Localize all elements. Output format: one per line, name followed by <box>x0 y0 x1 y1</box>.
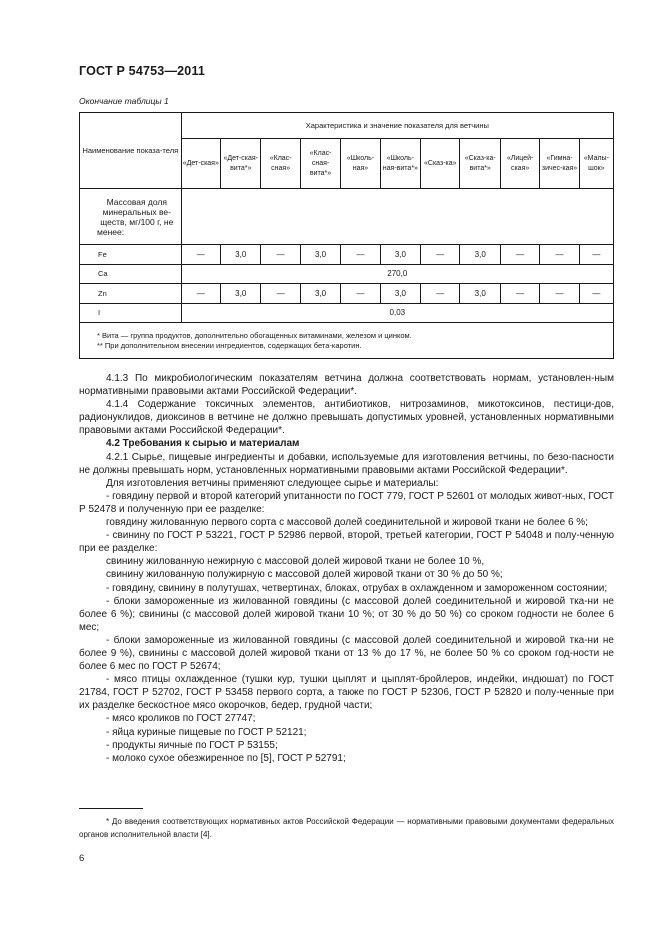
list-item: - яйца куриные пищевые по ГОСТ Р 52121; <box>106 726 307 738</box>
list-item: - молоко сухое обезжиренное по [5], ГОСТ Р 52791; <box>106 752 346 764</box>
list-item: - свинину по ГОСТ Р 53221, ГОСТ Р 52986 первой, второй, третьей категории, ГОСТ Р 54048 и полу-ченную при ее разделке: <box>79 530 614 555</box>
document-code: ГОСТ Р 54753—2011 <box>79 64 206 78</box>
column-header: «Клас-сная-вита*» <box>300 139 340 189</box>
list-item: - блоки замороженные из жилованной говядины (с массовой долей соединительной и жировой тка-ни не более 6 %); свинины (с массовой долей жировой ткани 10 %; от 30 % до 50 %) со сроком годности не более 6 мес; <box>79 595 614 633</box>
table-caption: Окончание таблицы 1 <box>79 96 169 106</box>
empty-cell <box>181 189 613 245</box>
column-header: «Школь-ная» <box>341 139 380 189</box>
list-item: свинину жилованную полужирную с массовой долей жировой ткани от 30 % до 50 %; <box>106 569 503 581</box>
list-item: - мясо кроликов по ГОСТ 27747; <box>106 713 256 725</box>
value-cell: — <box>540 245 579 265</box>
table-row <box>80 284 614 304</box>
footnote-divider <box>79 808 143 809</box>
list-item: - блоки замороженные из жилованной говядины (с массовой долей соединительной и жировой тка-ни не более 9 %), свинины с массовой долей жировой ткани от 13 % до 17 %, не более 50 % со сроком год-ности не более 6 мес по ГОСТ Р 52674; <box>79 634 614 673</box>
table-note: * Вита — группа продуктов, дополнительно обогащенных витаминами, железом и цинком. <box>97 330 412 340</box>
column-header: «Сказ-ка» <box>421 139 460 189</box>
merged-value-cell: 270,0 <box>181 265 613 284</box>
paragraph: 4.1.4 Содержание токсичных элементов, антибиотиков, нитрозаминов, микотоксинов, пестици-дов, радионуклидов, диоксинов в ветчине не должно превышать допустимых уровней, установленных нормативными правовыми актами Российской Федерации*. <box>79 399 614 437</box>
data-table <box>79 112 614 359</box>
value-cell: — <box>261 245 300 265</box>
value-cell: — <box>421 245 460 265</box>
value-cell: 3,0 <box>221 245 261 265</box>
value-cell: 3,0 <box>221 284 261 304</box>
column-header: «Лицей-ская» <box>500 139 539 189</box>
body-text <box>79 372 614 765</box>
paragraph: Для изготовления ветчины применяют следующее сырье и материалы: <box>106 477 439 489</box>
row-label: Zn <box>80 284 182 304</box>
value-cell: — <box>261 284 300 304</box>
value-cell: — <box>341 284 380 304</box>
row-label: Ca <box>80 265 182 284</box>
list-item: - продукты яичные по ГОСТ Р 53155; <box>106 739 278 751</box>
value-cell: — <box>181 245 220 265</box>
merged-value-cell: 0,03 <box>181 304 613 323</box>
value-cell: — <box>421 284 460 304</box>
column-header: «Гимна-зичес-кая» <box>540 139 579 189</box>
group-header: Характеристика и значение показателя для ветчины <box>181 113 613 139</box>
column-header: «Клас-сная» <box>261 139 300 189</box>
value-cell: — <box>500 245 539 265</box>
value-cell: 3,0 <box>300 284 340 304</box>
column-header: «Дет-ская-вита*» <box>221 139 261 189</box>
value-cell: — <box>341 245 380 265</box>
list-item: говядину жилованную первого сорта с массовой долей соединительной и жировой ткани не более 6 %; <box>106 517 588 529</box>
column-header: «Школь-ная-вита*» <box>380 139 420 189</box>
value-cell: — <box>540 284 579 304</box>
name-header: Наименование показа-теля <box>80 113 182 189</box>
table-note: ** При дополнительном внесении ингредиентов, содержащих бета-каротин. <box>97 340 362 350</box>
section-heading: 4.2 Требования к сырью и материалам <box>106 438 300 450</box>
value-cell: 3,0 <box>300 245 340 265</box>
paragraph: 4.2.1 Сырье, пищевые ингредиенты и добавки, используемые для изготовления ветчины, по безо-пасности не должны превышать норм, установленных нормативными правовыми актами Российской Федерации*. <box>79 451 614 476</box>
column-header: «Малы-шок» <box>579 139 613 189</box>
value-cell: — <box>579 245 613 265</box>
list-item: - говядину, свинину в полутушах, четвертинах, блоках, отрубах в охлажденном и замороженном состоянии; <box>106 582 608 594</box>
parameter-label: Массовая доля минеральных ве-ществ, мг/100 г, не менее: <box>80 189 182 245</box>
table-notes <box>80 323 614 359</box>
value-cell: — <box>579 284 613 304</box>
page-number: 6 <box>79 853 85 864</box>
table-row <box>80 245 614 265</box>
list-item: - мясо птицы охлажденное (тушки кур, тушки цыплят и цыплят-бройлеров, индейки, индюшат) по ГОСТ 21784, ГОСТ Р 52702, ГОСТ Р 53458 первого сорта, а также по ГОСТ Р 52306, ГОСТ Р 52820 и полу-ченные при их разделке бескостное мясо окорочков, бедер, грудной части; <box>79 674 614 712</box>
column-header: «Дет-ская» <box>181 139 220 189</box>
row-label: Fe <box>80 245 182 265</box>
table-row <box>80 304 614 323</box>
paragraph: 4.1.3 По микробиологическим показателям ветчина должна соответствовать нормам, установлен-ным нормативными правовыми актами Российской Федерации*. <box>79 373 614 398</box>
value-cell: 3,0 <box>380 284 420 304</box>
value-cell: — <box>181 284 220 304</box>
list-item: - говядину первой и второй категорий упитанности по ГОСТ 779, ГОСТ Р 52601 от молодых живот-ных, ГОСТ Р 52478 и полученную при ее разделке: <box>79 490 614 515</box>
value-cell: — <box>500 284 539 304</box>
value-cell: 3,0 <box>460 284 500 304</box>
value-cell: 3,0 <box>380 245 420 265</box>
list-item: свинину жилованную нежирную с массовой долей жировой ткани не более 10 %, <box>106 556 485 568</box>
row-label: I <box>80 304 182 323</box>
value-cell: 3,0 <box>460 245 500 265</box>
table-row <box>80 265 614 284</box>
footnote: * До введения соответствующих нормативных актов Российской Федерации — нормативными правовыми документами федеральных органов исполнительной власти [4]. <box>79 817 614 839</box>
column-header: «Сказ-ка-вита*» <box>460 139 500 189</box>
